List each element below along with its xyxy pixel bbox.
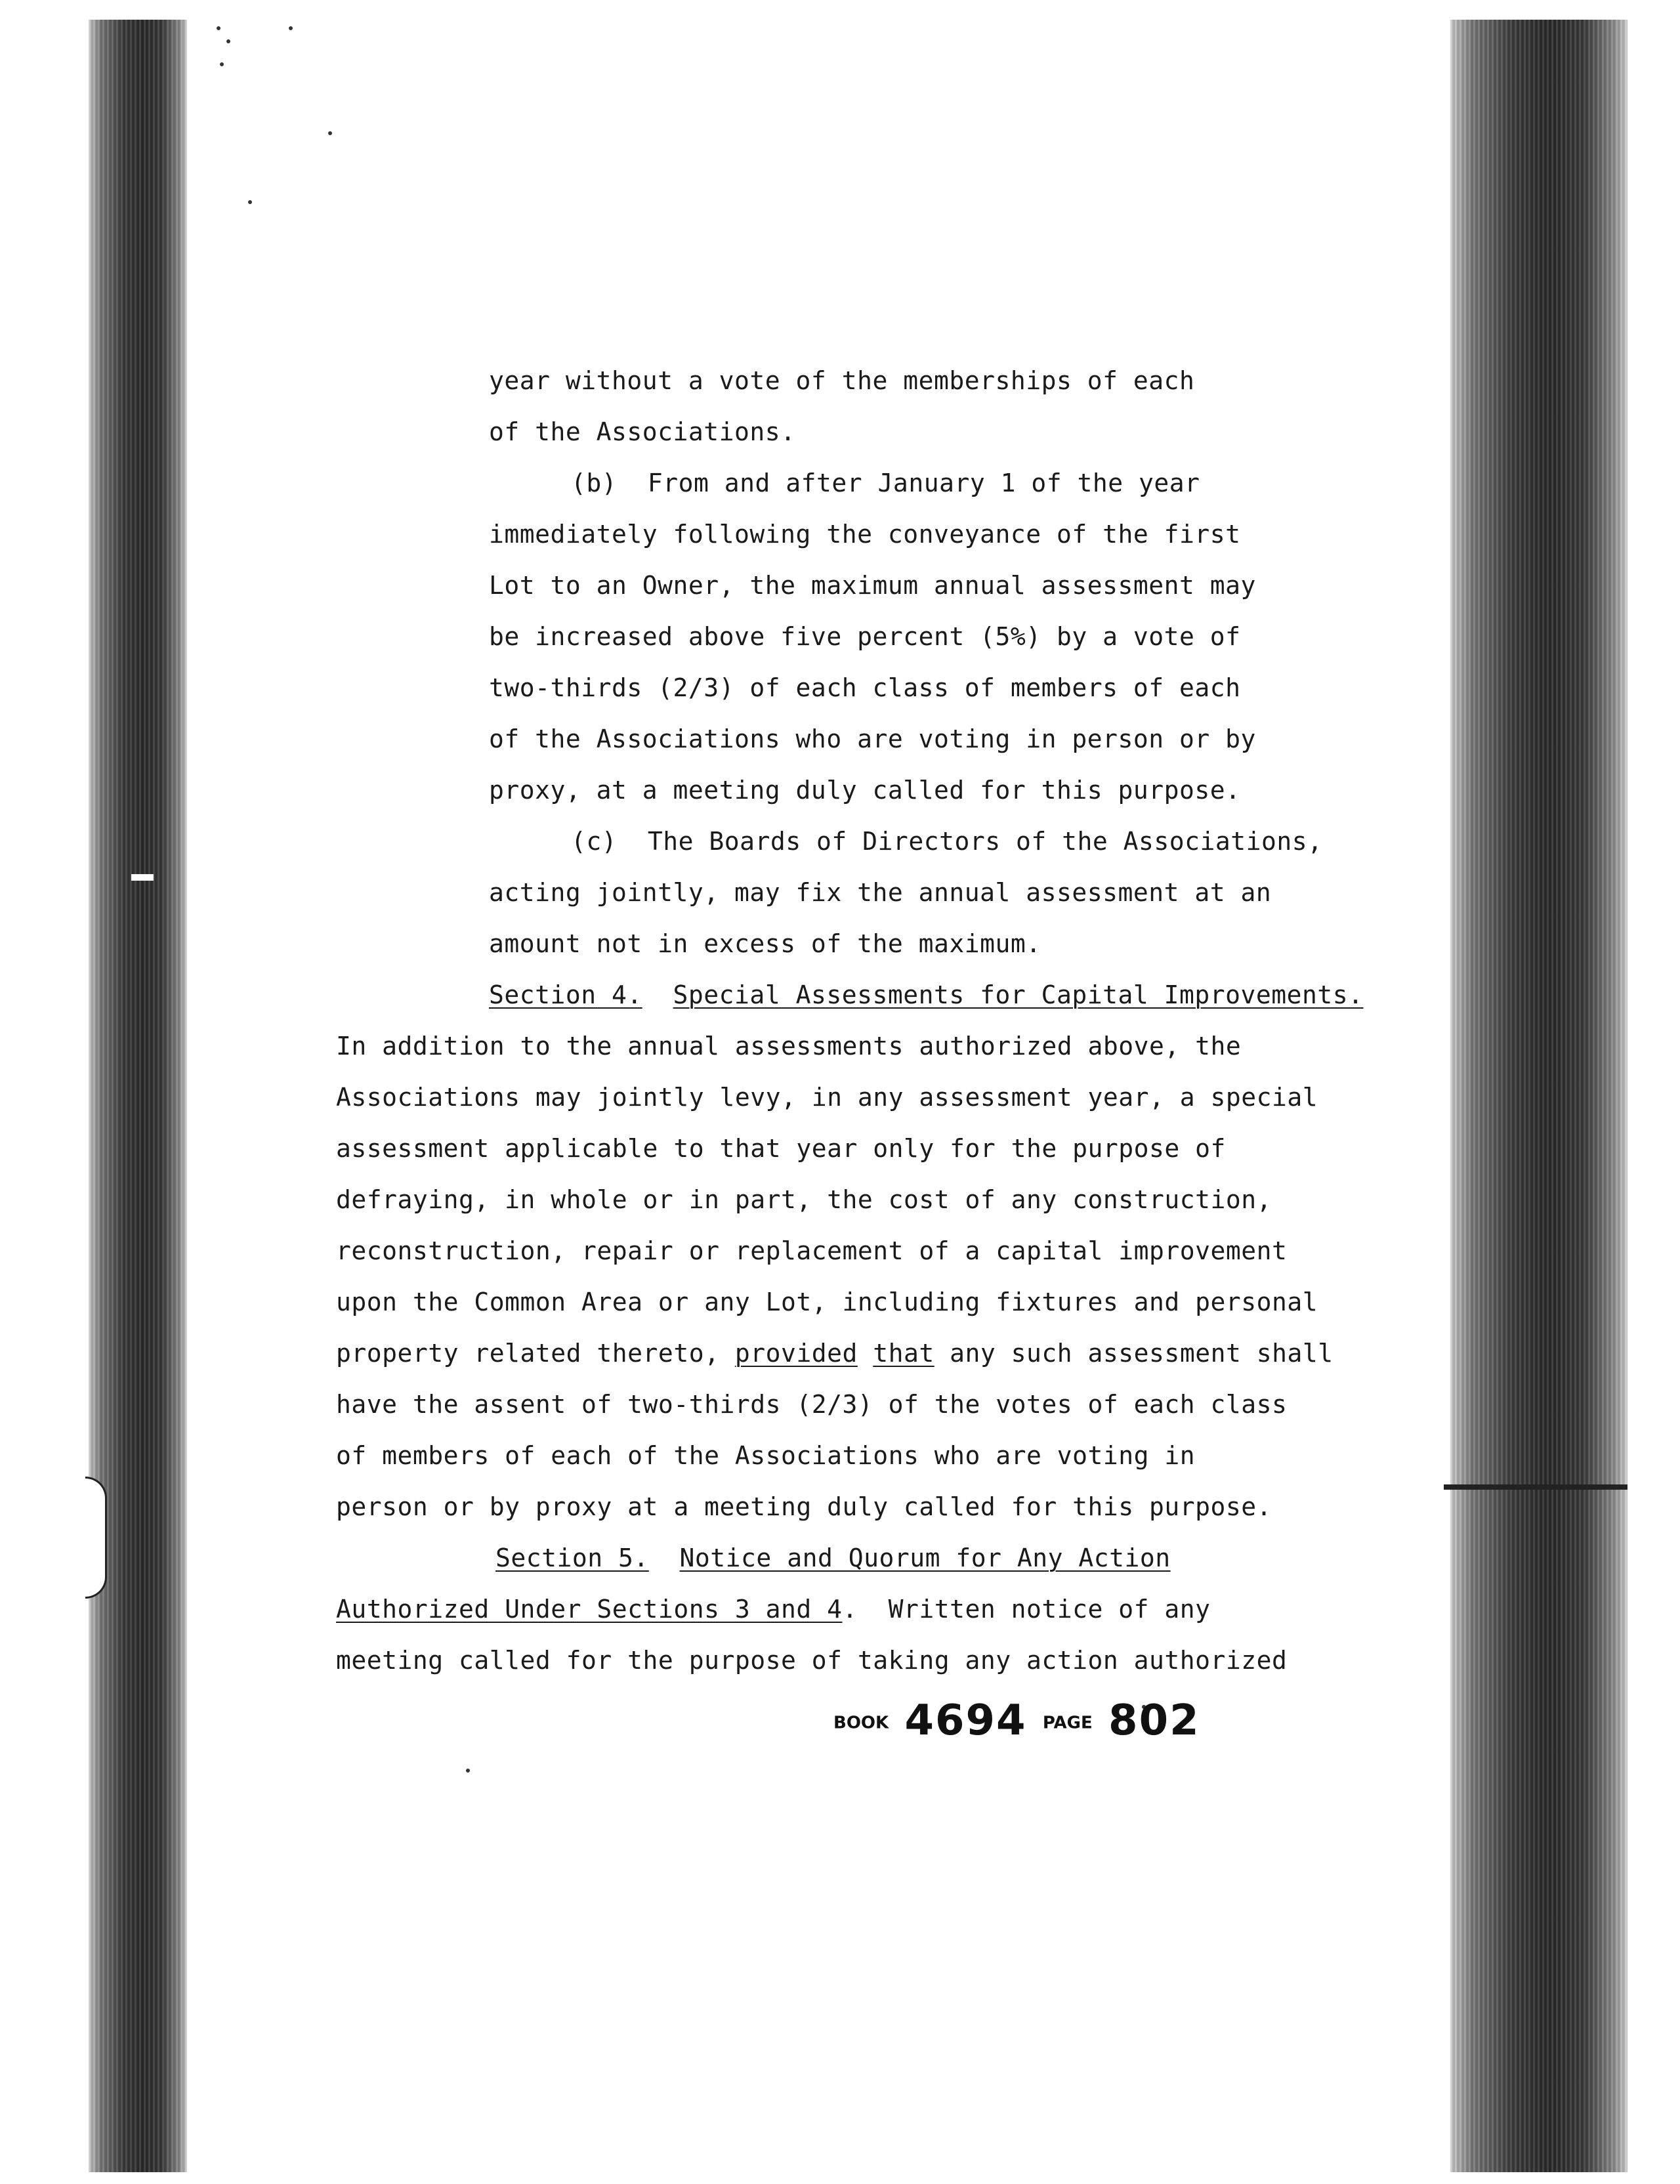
- book-page-stamp: [833, 1696, 1200, 1745]
- scan-mark: [131, 874, 154, 881]
- text-line: proxy, at a meeting duly called for this purpose.: [489, 776, 1241, 805]
- proviso-word-that: that: [873, 1339, 934, 1368]
- section-4-title: Special Assessments for Capital Improvements.: [673, 980, 1364, 1009]
- proviso-post: any such assessment shall: [934, 1339, 1334, 1368]
- section-5-heading: [495, 1544, 1171, 1572]
- scan-speck: [248, 200, 252, 204]
- text-line: year without a vote of the memberships of each: [489, 366, 1195, 395]
- scan-notch-right: [1444, 1484, 1628, 1490]
- text-line: meeting called for the purpose of taking any action authorized: [336, 1646, 1288, 1675]
- section-4-label: Section 4.: [489, 980, 642, 1009]
- section-4-heading: [489, 980, 1364, 1009]
- text-line: Associations may jointly levy, in any assessment year, a special: [336, 1083, 1318, 1112]
- proviso-line: [336, 1339, 1334, 1368]
- section-5-line1-rest: . Written notice of any: [842, 1595, 1211, 1624]
- proviso-word-provided: provided: [734, 1339, 858, 1368]
- text-line: acting jointly, may fix the annual assessment at an: [489, 878, 1272, 907]
- text-line: assessment applicable to that year only for the purpose of: [336, 1134, 1226, 1163]
- page-label: PAGE: [1042, 1713, 1093, 1733]
- scan-edge-right: [1450, 20, 1628, 2172]
- text-line: In addition to the annual assessments authorized above, the: [336, 1032, 1242, 1060]
- text-line: two-thirds (2/3) of each class of members of each: [489, 673, 1241, 702]
- section-5-line: [336, 1595, 1211, 1624]
- text-line: immediately following the conveyance of the first: [489, 520, 1241, 549]
- text-line: of members of each of the Associations who are voting in: [336, 1441, 1196, 1470]
- text-line: be increased above five percent (5%) by a vote of: [489, 622, 1241, 651]
- book-number: 4694: [904, 1696, 1027, 1745]
- text-line: of the Associations.: [489, 417, 796, 446]
- proviso-pre: property related thereto,: [336, 1339, 735, 1368]
- text-line: defraying, in whole or in part, the cost of any construction,: [336, 1185, 1272, 1214]
- section-5-title-1: Notice and Quorum for Any Action: [679, 1544, 1171, 1572]
- scan-notch-left: [85, 1477, 107, 1599]
- text-line: of the Associations who are voting in person or by: [489, 724, 1256, 753]
- scan-speck: [220, 62, 224, 66]
- scan-speck: [217, 26, 220, 30]
- scan-speck: [328, 131, 332, 135]
- scan-speck: [289, 26, 293, 30]
- text-line: have the assent of two-thirds (2/3) of the votes of each class: [336, 1390, 1288, 1419]
- book-label: BOOK: [833, 1713, 889, 1733]
- text-line: upon the Common Area or any Lot, including fixtures and personal: [336, 1288, 1318, 1316]
- text-line: person or by proxy at a meeting duly called for this purpose.: [336, 1492, 1272, 1521]
- section-5-title-2: Authorized Under Sections 3 and 4: [336, 1595, 843, 1624]
- section-5-label: Section 5.: [495, 1544, 649, 1572]
- text-line: reconstruction, repair or replacement of a capital improvement: [336, 1236, 1288, 1265]
- scan-speck: [226, 39, 230, 43]
- text-line: amount not in excess of the maximum.: [489, 929, 1041, 958]
- page-number: 802: [1108, 1696, 1200, 1745]
- text-line: (b) From and after January 1 of the year: [571, 469, 1200, 497]
- text-line: Lot to an Owner, the maximum annual assessment may: [489, 571, 1256, 600]
- scan-edge-left: [89, 20, 187, 2172]
- scan-speck: [466, 1769, 470, 1773]
- text-line: (c) The Boards of Directors of the Associations,: [571, 827, 1323, 856]
